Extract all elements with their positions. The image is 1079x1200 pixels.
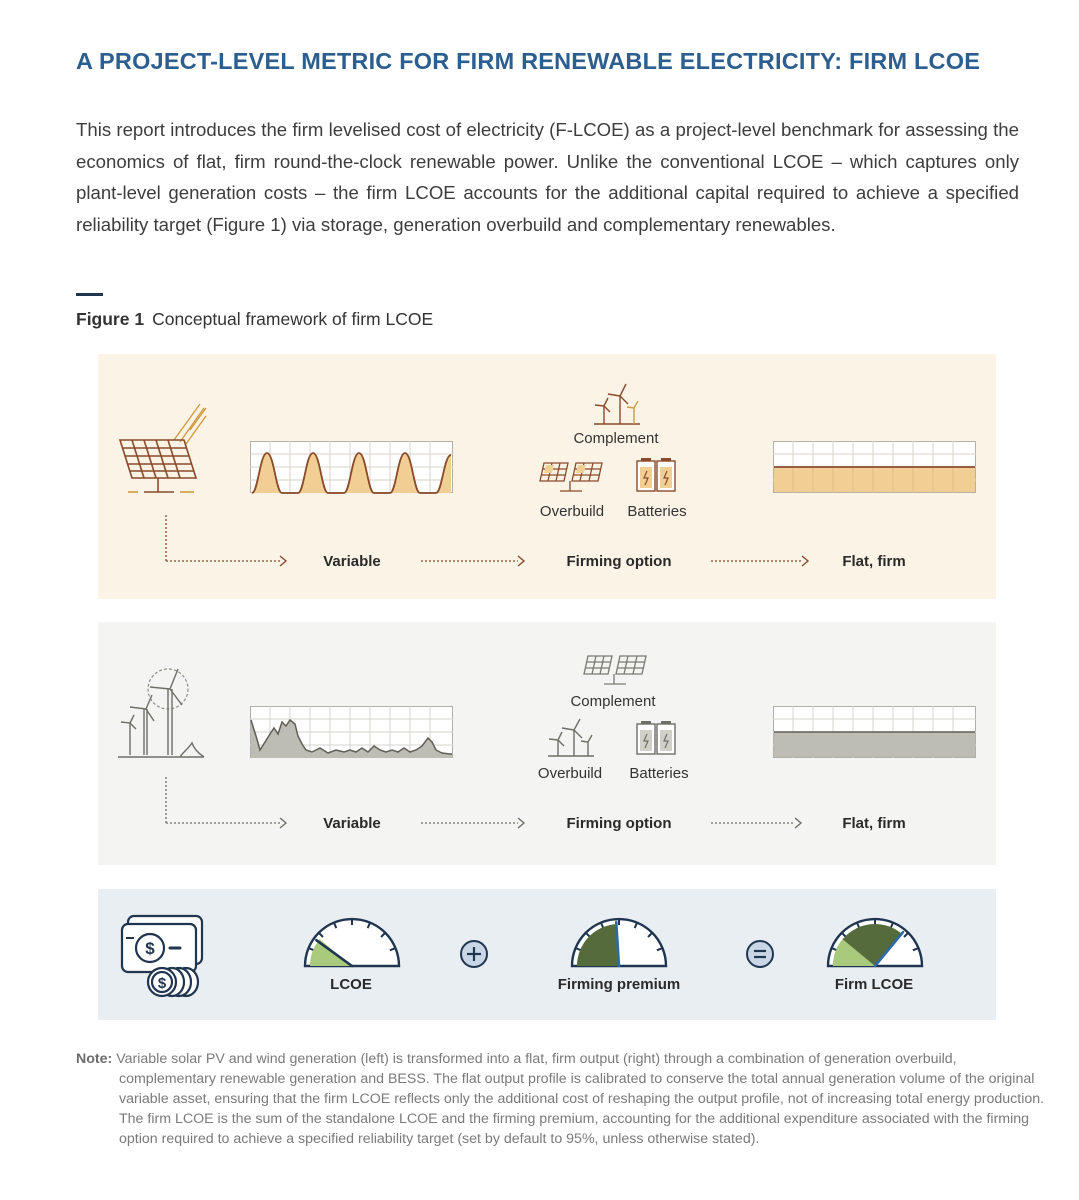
solar-overbuild-label: Overbuild <box>539 503 605 520</box>
wind-flow-arrows <box>160 777 820 832</box>
note-text: Variable solar PV and wind generation (left) is transformed into a flat, firm output (right) through a combination of generation overbuild, complementary renewable generation and BESS. The flat output profile is calibrated to conserve the total annual generation volume of the original variable asset, ensuring that the firm LCOE reflects only the additional cost of reshaping the output profile, not of increasing total energy production. The firm LCOE is the sum of the standalone LCOE and the firming premium, accounting for the additional expenditure associated with the firming option required to achieve a specified reliability target (set by default to 95%, unless otherwise stated). <box>116 1051 1045 1147</box>
wind-farm-icon <box>116 665 208 761</box>
equals-icon <box>745 939 775 969</box>
lcoe-gauge <box>302 913 402 969</box>
solar-complement-label: Complement <box>573 430 659 447</box>
wind-variable-label: Variable <box>323 815 381 832</box>
solar-firming-option-label: Firming option <box>566 553 672 570</box>
firm-lcoe-label: Firm LCOE <box>834 976 914 993</box>
solar-flow-arrows <box>160 515 820 570</box>
firming-premium-label: Firming premium <box>557 976 681 993</box>
figure-rule <box>76 293 103 296</box>
solar-panel-icon <box>114 400 209 500</box>
wind-variable-chart <box>250 706 453 758</box>
lcoe-label: LCOE <box>330 976 372 993</box>
plus-icon <box>459 939 489 969</box>
figure-note <box>76 1049 1054 1149</box>
mini-solar-icon <box>582 654 650 688</box>
money-icon <box>116 910 208 1000</box>
firming-premium-gauge <box>569 913 669 969</box>
wind-overbuild-label: Overbuild <box>537 765 603 782</box>
note-label: Note: <box>76 1051 113 1067</box>
figure-label: Figure 1 <box>76 309 145 329</box>
firm-lcoe-gauge <box>825 913 925 969</box>
svg-text:$: $ <box>157 975 167 992</box>
wind-turbines-icon <box>592 382 642 426</box>
solar-flat-firm-label: Flat, firm <box>842 553 906 570</box>
wind-flat-firm-chart <box>773 706 976 758</box>
solar-batteries-label: Batteries <box>627 503 687 520</box>
figure-caption-text: Conceptual framework of firm LCOE <box>152 309 434 329</box>
page-title: A PROJECT-LEVEL METRIC FOR FIRM RENEWABLE ELECTRICITY: FIRM LCOE <box>76 48 981 74</box>
wind-flat-firm-label: Flat, firm <box>842 815 906 832</box>
solar-variable-chart <box>250 441 453 493</box>
batteries-icon <box>635 457 677 493</box>
intro-paragraph: This report introduces the firm levelised cost of electricity (F-LCOE) as a project-level benchmark for assessing the economics of flat, firm round-the-clock renewable power. Unlike the conventional LCOE – which captures only plant-level generation costs – the firm LCOE accounts for the additional capital required to achieve a specified reliability target (Figure 1) via storage, generation overbuild and complementary renewables. <box>76 119 1019 236</box>
wind-turbines-icon <box>546 718 596 758</box>
wind-batteries-label: Batteries <box>629 765 689 782</box>
wind-firming-option-label: Firming option <box>566 815 672 832</box>
solar-variable-label: Variable <box>323 553 381 570</box>
mini-solar-icon <box>538 461 606 495</box>
wind-complement-label: Complement <box>570 693 656 710</box>
figure-caption <box>76 309 433 330</box>
solar-flat-firm-chart <box>773 441 976 493</box>
batteries-icon <box>635 720 677 756</box>
svg-text:$: $ <box>145 939 155 958</box>
